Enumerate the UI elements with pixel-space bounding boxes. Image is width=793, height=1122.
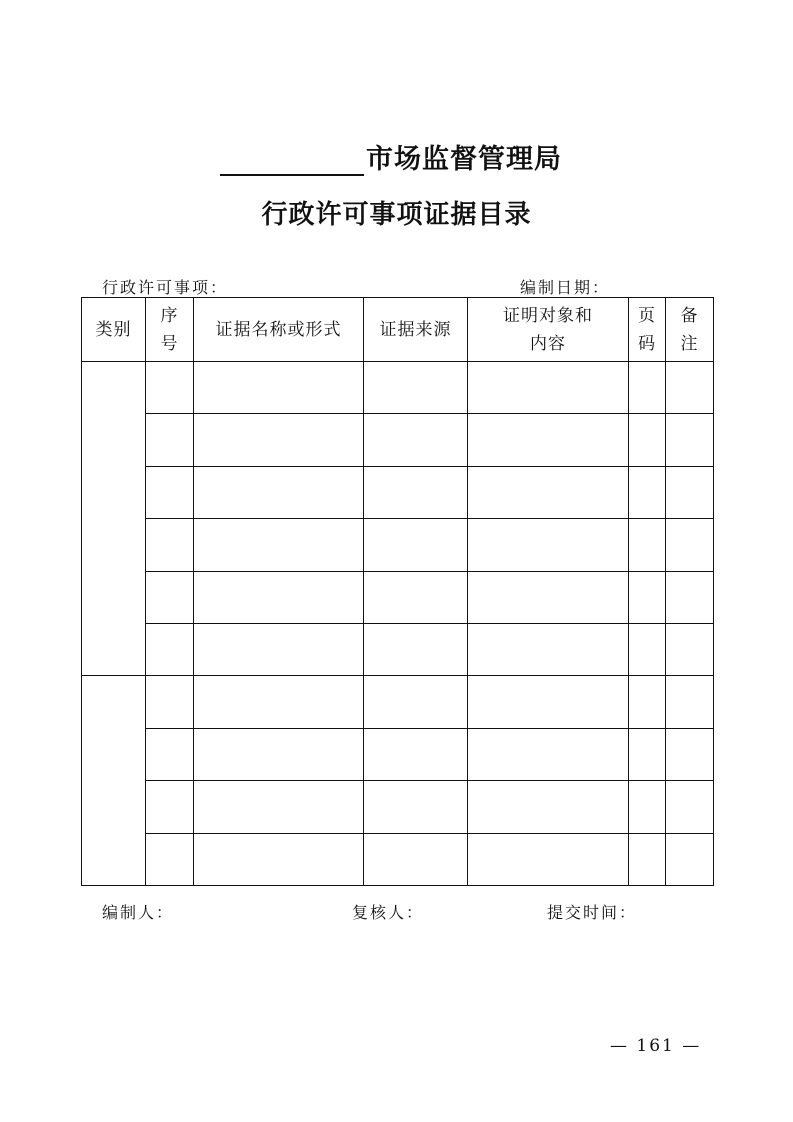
table-row [82,728,714,780]
evidence-name-cell[interactable] [194,781,364,833]
source-cell[interactable] [364,728,468,780]
submit-time-label: 提交时间： [547,903,638,922]
evidence-name-cell[interactable] [194,362,364,414]
remark-cell[interactable] [666,623,714,675]
header-object: 证明对象和 内容 [468,298,629,362]
source-cell[interactable] [364,623,468,675]
evidence-name-cell[interactable] [194,833,364,885]
agency-title-text: 市场监督管理局 [366,144,562,175]
object-cell[interactable] [468,833,629,885]
table-row [82,414,714,466]
page-cell[interactable] [629,728,666,780]
source-cell[interactable] [364,362,468,414]
source-cell[interactable] [364,466,468,518]
serial-cell[interactable] [146,833,194,885]
serial-cell[interactable] [146,571,194,623]
serial-cell[interactable] [146,466,194,518]
source-cell[interactable] [364,519,468,571]
header-remark: 备 注 [666,298,714,362]
object-cell[interactable] [468,466,629,518]
page-cell[interactable] [629,781,666,833]
serial-cell[interactable] [146,362,194,414]
compile-date-label: 编制日期： [520,278,611,297]
preparer-label: 编制人： [102,903,175,922]
remark-cell[interactable] [666,571,714,623]
table-row [82,676,714,728]
table-row [82,519,714,571]
category-cell[interactable] [82,362,146,676]
object-cell[interactable] [468,728,629,780]
serial-cell[interactable] [146,728,194,780]
permit-item-label: 行政许可事项： [102,278,229,297]
table-row [82,466,714,518]
remark-cell[interactable] [666,466,714,518]
evidence-name-cell[interactable] [194,519,364,571]
serial-cell[interactable] [146,519,194,571]
category-cell[interactable] [82,676,146,886]
evidence-name-cell[interactable] [194,676,364,728]
remark-cell[interactable] [666,362,714,414]
table-header-row [82,298,714,362]
table-row [82,833,714,885]
serial-cell[interactable] [146,781,194,833]
header-serial: 序 号 [146,298,194,362]
object-cell[interactable] [468,414,629,466]
object-cell[interactable] [468,676,629,728]
remark-cell[interactable] [666,519,714,571]
page-cell[interactable] [629,414,666,466]
object-cell[interactable] [468,781,629,833]
page-number: — 161 — [610,1036,702,1056]
source-cell[interactable] [364,676,468,728]
evidence-name-cell[interactable] [194,728,364,780]
evidence-name-cell[interactable] [194,623,364,675]
evidence-name-cell[interactable] [194,571,364,623]
header-category: 类别 [82,298,146,362]
header-source: 证据来源 [364,298,468,362]
object-cell[interactable] [468,362,629,414]
agency-name-blank-line [220,140,364,176]
source-cell[interactable] [364,833,468,885]
page-cell[interactable] [629,623,666,675]
evidence-table [81,297,714,886]
header-page: 页 码 [629,298,666,362]
page-cell[interactable] [629,676,666,728]
object-cell[interactable] [468,571,629,623]
serial-cell[interactable] [146,676,194,728]
table-row [82,781,714,833]
table-row [82,623,714,675]
serial-cell[interactable] [146,414,194,466]
reviewer-label: 复核人： [352,903,425,922]
remark-cell[interactable] [666,781,714,833]
document-title: 行政许可事项证据目录 [261,200,532,230]
object-cell[interactable] [468,623,629,675]
header-evidence-name: 证据名称或形式 [194,298,364,362]
page-cell[interactable] [629,466,666,518]
page-cell[interactable] [629,519,666,571]
source-cell[interactable] [364,781,468,833]
remark-cell[interactable] [666,728,714,780]
page-cell[interactable] [629,833,666,885]
table-body [82,362,714,886]
source-cell[interactable] [364,414,468,466]
page-cell[interactable] [629,362,666,414]
remark-cell[interactable] [666,414,714,466]
evidence-name-cell[interactable] [194,414,364,466]
page-cell[interactable] [629,571,666,623]
table-row [82,362,714,414]
serial-cell[interactable] [146,623,194,675]
agency-title [220,136,562,176]
source-cell[interactable] [364,571,468,623]
remark-cell[interactable] [666,833,714,885]
remark-cell[interactable] [666,676,714,728]
evidence-name-cell[interactable] [194,466,364,518]
object-cell[interactable] [468,519,629,571]
table-row [82,571,714,623]
